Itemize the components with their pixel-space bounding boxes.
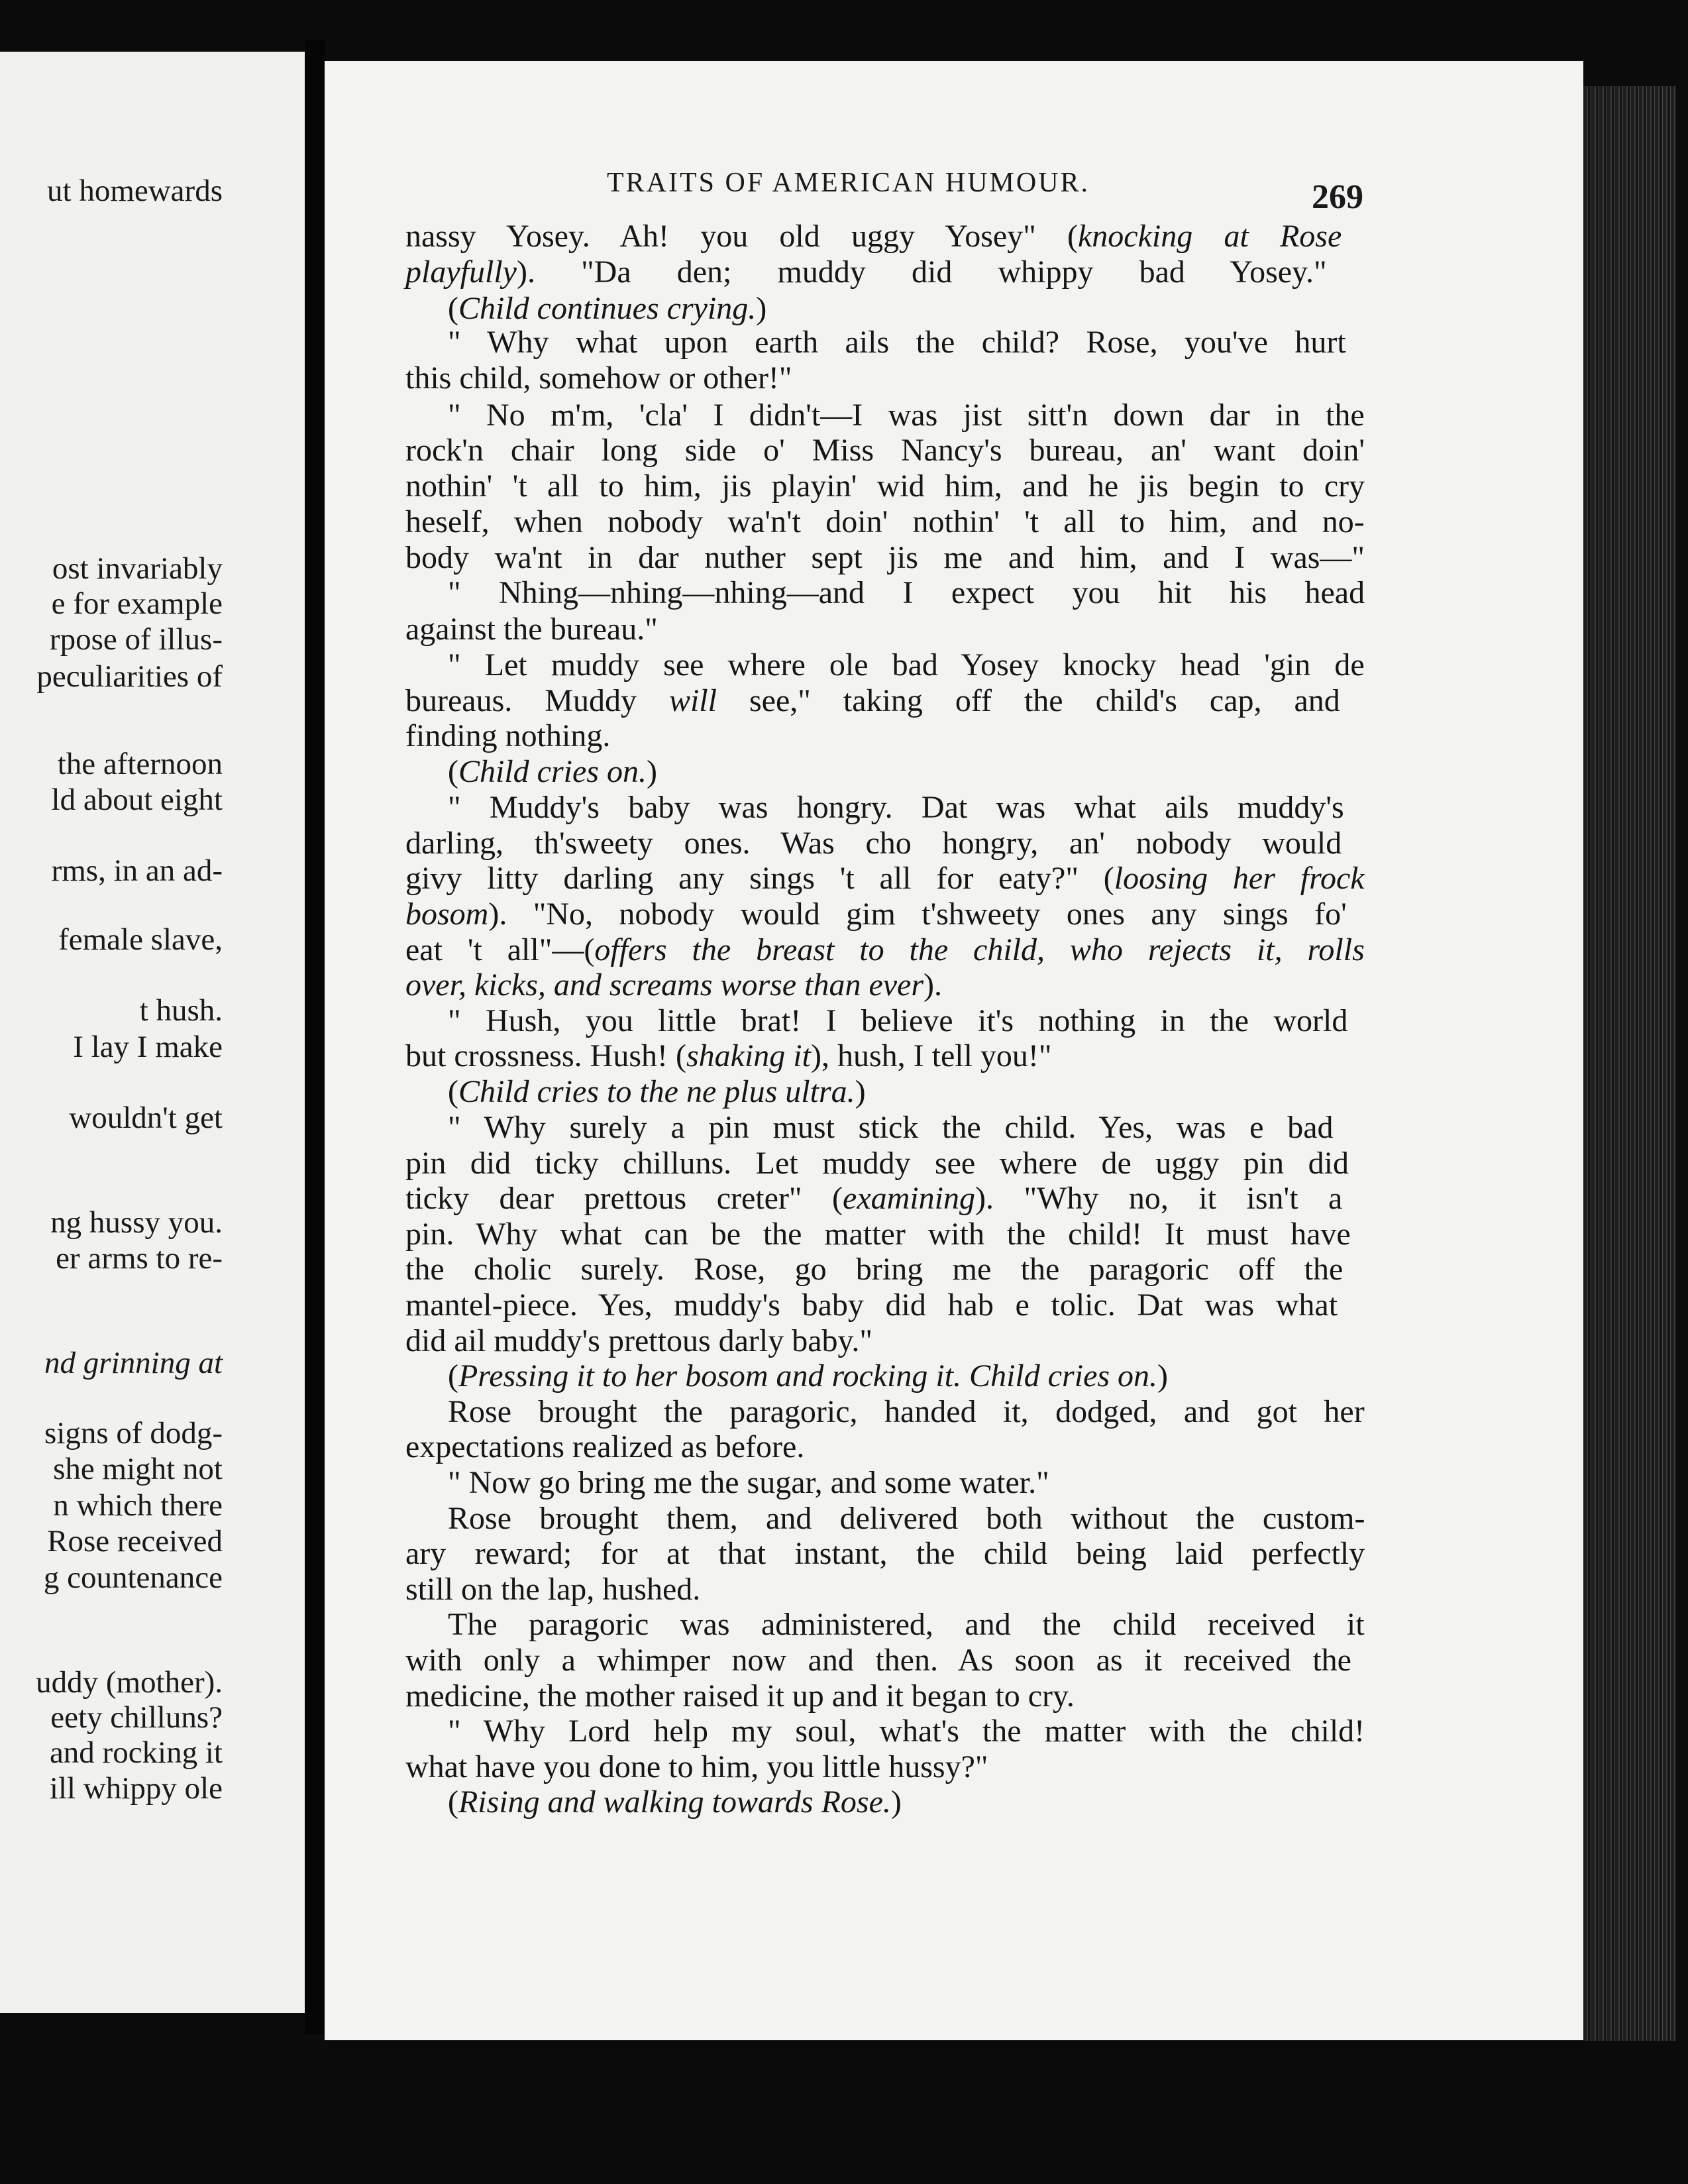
page-number: 269 [1312,178,1363,216]
left-page [0,52,305,2013]
text-line [448,649,1365,681]
text-run: " Let muddy see where ole bad Yosey knocky head 'gin de [448,647,1365,682]
text-run: ticky dear prettous creter" ( [405,1181,843,1216]
left-page-line: ill whippy ole [49,1771,223,1806]
text-line [405,435,1365,466]
text-line [405,863,1365,895]
text-run: nothin' 't all to him, jis playin' wid him, and he jis begin to cry [405,468,1365,504]
text-run: expectations realized as before. [405,1429,805,1464]
text-run: heself, when nobody wa'n't doin' nothin' 't all to him, and no- [405,504,1365,539]
text-line [448,1112,1334,1144]
text-line [405,542,1365,574]
text-line [405,1289,1338,1321]
left-page-line: peculiarities of [36,659,223,694]
left-page-line: and rocking it [49,1735,223,1770]
text-line [405,614,658,645]
text-run: bureaus. Muddy [405,683,669,718]
text-run: the cholic surely. Rose, go bring me the paragoric off the [405,1252,1344,1287]
text-run: but crossness. Hush! ( [405,1038,686,1073]
italic-run: over, kicks, and screams worse than ever [405,967,924,1003]
left-page-line: uddy (mother). [36,1665,223,1700]
text-run: Rose brought the paragoric, handed it, dodged, and got her [448,1394,1365,1429]
book-gutter [305,40,325,2034]
text-line [448,1503,1365,1535]
text-line [448,1786,902,1818]
text-line [405,1183,1342,1215]
italic-run: Child cries on. [458,754,647,789]
text-line [405,1538,1365,1570]
left-page-line: e for example [51,586,223,621]
text-run: ( [448,1074,458,1109]
text-run: eat 't all"—( [405,932,595,967]
italic-run: playfully [405,254,517,290]
left-page-line: eety chilluns? [50,1700,223,1735]
text-run: see," taking off the child's cap, and [716,683,1340,718]
left-page-line: she might not [53,1452,223,1486]
text-run: ) [855,1074,866,1109]
left-page-line: ost invariably [52,551,223,586]
text-run: with only a whimper now and then. As soon as it received the [405,1643,1351,1678]
text-run: still on the lap, hushed. [405,1572,701,1607]
italic-run: examining [843,1181,975,1216]
text-line [405,256,1327,288]
left-page-line: t hush. [139,993,223,1028]
text-line [448,400,1365,431]
text-run: body wa'nt in dar nuther sept jis me and him, and I was—" [405,540,1365,575]
italic-run: Child continues crying. [458,291,757,326]
left-page-line: ld about eight [51,783,223,817]
text-line [448,792,1344,824]
text-run: " Nhing—nhing—nhing—and I expect you hit his head [448,575,1365,610]
text-run: " Hush, you little brat! I believe it's nothing in the world [448,1003,1348,1038]
text-run: ) [890,1784,902,1820]
text-run: ( [448,291,458,326]
text-run: ), hush, I tell you!" [810,1038,1052,1073]
italic-run: Child cries to the ne plus ultra. [458,1074,855,1109]
text-run: did ail muddy's prettous darly baby." [405,1323,873,1358]
italic-run: shaking it [686,1038,811,1073]
italic-run: knocking at Rose [1078,219,1342,254]
text-line [405,506,1365,538]
text-line [448,756,657,788]
text-run: " Why what upon earth ails the child? Rose, you've hurt [448,325,1346,360]
text-line [405,1219,1351,1250]
text-line [405,969,942,1001]
text-line [405,934,1365,966]
left-page-line: rpose of illus- [49,622,223,657]
text-run: " Muddy's baby was hongry. Dat was what ails muddy's [448,790,1344,825]
text-line [448,1005,1347,1037]
text-line [405,470,1365,502]
text-run: ( [448,1358,458,1393]
left-page-line: ut homewards [47,174,223,208]
text-line [448,1467,1049,1499]
text-line [448,327,1346,358]
text-run: ary reward; for at that instant, the child being laid perfectly [405,1536,1365,1571]
text-line [405,1574,700,1606]
italic-run: bosom [405,897,489,932]
text-line [405,720,610,752]
text-run: pin did ticky chilluns. Let muddy see where de uggy pin did [405,1146,1349,1181]
text-run: finding nothing. [405,718,611,753]
left-page-line: nd grinning at [44,1346,223,1380]
left-page-line: ng hussy you. [50,1205,223,1240]
text-line [405,1431,804,1463]
text-line [448,1716,1365,1747]
text-run: The paragoric was administered, and the child received it [448,1607,1365,1642]
text-run: darling, th'sweety ones. Was cho hongry, an' nobody would [405,826,1342,861]
left-page-line: n which there [53,1488,223,1523]
left-page-line: rms, in an ad- [51,853,223,888]
text-line [448,293,766,325]
text-run: givy litty darling any sings 't all for eaty?" ( [405,861,1114,896]
text-run: Rose brought them, and delivered both without the custom- [448,1501,1365,1536]
text-line [405,1148,1349,1179]
text-run: against the bureau." [405,612,658,647]
text-line [448,1609,1365,1641]
left-page-line: Rose received [47,1524,223,1558]
text-line [405,221,1342,252]
italic-run: Rising and walking towards Rose. [458,1784,891,1820]
text-run: " Why surely a pin must stick the child. Yes, was e bad [448,1110,1334,1145]
italic-run: Pressing it to her bosom and rocking it. Child cries on. [458,1358,1158,1393]
text-run: ( [448,1784,458,1820]
text-run: nassy Yosey. Ah! you old uggy Yosey" ( [405,219,1078,254]
italic-run: offers the breast to the child, who rejects it, rolls [594,932,1365,967]
text-line [405,828,1342,859]
text-line [405,685,1340,717]
text-run: ) [646,754,657,789]
text-run: " Why Lord help my soul, what's the matter with the child! [448,1714,1365,1749]
text-run: ( [448,754,458,789]
left-page-line: I lay I make [73,1030,223,1064]
left-page-line: er arms to re- [56,1241,223,1276]
text-run: ). "Why no, it isn't a [975,1181,1343,1216]
text-run: " No m'm, 'cla' I didn't—I was jist sitt'n down dar in the [448,398,1365,433]
text-line [405,899,1347,930]
text-run: ) [1157,1358,1169,1393]
text-line [405,1325,872,1357]
text-line [405,362,792,394]
text-line [405,1645,1351,1676]
left-page-line: female slave, [58,922,223,957]
running-head: TRAITS OF AMERICAN HUMOUR. [607,168,1090,198]
left-page-line: the afternoon [57,747,223,781]
text-run: rock'n chair long side o' Miss Nancy's bureau, an' want doin' [405,433,1365,468]
text-line [405,1680,1075,1712]
italic-run: will [668,683,717,718]
text-run: pin. Why what can be the matter with the child! It must have [405,1217,1351,1252]
text-line [405,1254,1343,1285]
text-run: mantel-piece. Yes, muddy's baby did hab e tolic. Dat was what [405,1287,1338,1323]
text-run: what have you done to him, you little hussy?" [405,1749,988,1784]
left-page-line: wouldn't get [69,1101,223,1135]
text-line [405,1040,1052,1072]
text-line [448,577,1365,609]
text-run: ) [756,291,767,326]
text-run: " Now go bring me the sugar, and some water." [448,1465,1049,1500]
text-line [448,1076,866,1108]
left-page-line: g countenance [43,1560,223,1595]
text-line [448,1396,1365,1428]
text-run: ). "No, nobody would gim t'shweety ones any sings fo' [488,897,1347,932]
text-run: ). [923,967,943,1003]
text-run: ). "Da den; muddy did whippy bad Yosey." [516,254,1327,290]
text-run: this child, somehow or other!" [405,360,792,396]
italic-run: loosing her frock [1114,861,1365,896]
text-run: medicine, the mother raised it up and it began to cry. [405,1678,1075,1714]
text-line [448,1360,1168,1392]
text-line [405,1751,988,1783]
page-edges [1583,86,1676,2041]
left-page-line: signs of dodg- [44,1416,223,1450]
